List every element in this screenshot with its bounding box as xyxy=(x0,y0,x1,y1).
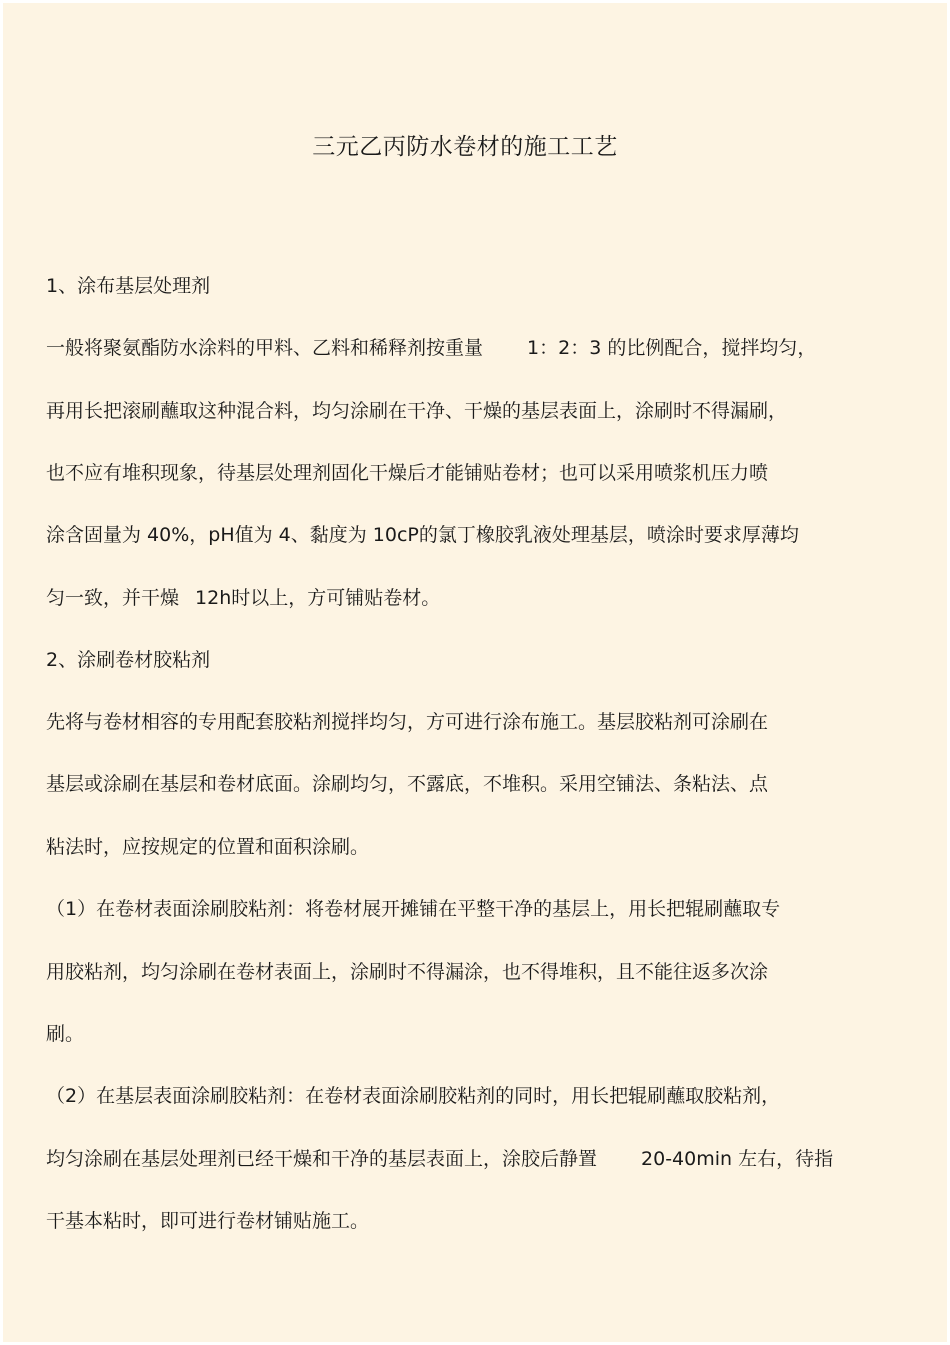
line-text: 刷。 xyxy=(46,1023,85,1045)
paragraph-line xyxy=(46,399,787,423)
paragraph-line xyxy=(46,523,799,547)
section-heading-1 xyxy=(46,274,210,298)
paragraph-line xyxy=(46,586,440,610)
paragraph-line xyxy=(46,1209,369,1233)
paragraph-line xyxy=(46,710,768,734)
paragraph-line xyxy=(46,1147,833,1171)
paragraph-line xyxy=(46,1084,780,1108)
line-text: 一般将聚氨酯防水涂料的甲料、乙料和稀释剂按重量 xyxy=(46,337,484,359)
line-text: 再用长把滚刷蘸取这种混合料，均匀涂刷在干净、干燥的基层表面上，涂刷时不得漏刷， xyxy=(46,400,788,422)
line-text: 12h时以上，方可铺贴卷材。 xyxy=(195,587,441,609)
paragraph-line xyxy=(46,772,768,796)
line-text: 匀一致，并干燥 xyxy=(46,587,180,609)
line-text: 干基本粘时，即可进行卷材铺贴施工。 xyxy=(46,1210,370,1232)
paragraph-line xyxy=(46,336,816,360)
section-heading-2 xyxy=(46,648,210,672)
document-title: 三元乙丙防水卷材的施工工艺 xyxy=(312,134,618,160)
line-text: 用胶粘剂，均匀涂刷在卷材表面上，涂刷时不得漏涂，也不得堆积，且不能往返多次涂 xyxy=(46,961,769,983)
paragraph-line xyxy=(46,960,768,984)
line-text: 20-40min 左右，待指 xyxy=(641,1148,834,1170)
line-text: 1：2：3 的比例配合，搅拌均匀， xyxy=(527,337,817,359)
paragraph-line xyxy=(46,897,780,921)
line-text: 均匀涂刷在基层处理剂已经干燥和干净的基层表面上，涂胶后静置 xyxy=(46,1148,598,1170)
line-text: 基层或涂刷在基层和卷材底面。涂刷均匀，不露底，不堆积。采用空铺法、条粘法、点 xyxy=(46,773,769,795)
paragraph-line xyxy=(46,1022,84,1046)
paragraph-line xyxy=(46,461,768,485)
line-text: 1、涂布基层处理剂 xyxy=(46,275,211,297)
line-text: 也不应有堆积现象，待基层处理剂固化干燥后才能铺贴卷材；也可以采用喷浆机压力喷 xyxy=(46,462,769,484)
line-text: （1）在卷材表面涂刷胶粘剂：将卷材展开摊铺在平整干净的基层上，用长把辊刷蘸取专 xyxy=(46,898,781,920)
line-text: 粘法时，应按规定的位置和面积涂刷。 xyxy=(46,836,370,858)
line-text: 涂含固量为 40%，pH值为 4、黏度为 10cP的氯丁橡胶乳液处理基层，喷涂时要求厚薄均 xyxy=(46,524,799,546)
paragraph-line xyxy=(46,835,369,859)
line-text: 2、涂刷卷材胶粘剂 xyxy=(46,649,211,671)
document-page xyxy=(3,3,947,1342)
line-text: 先将与卷材相容的专用配套胶粘剂搅拌均匀，方可进行涂布施工。基层胶粘剂可涂刷在 xyxy=(46,711,769,733)
line-text: （2）在基层表面涂刷胶粘剂：在卷材表面涂刷胶粘剂的同时，用长把辊刷蘸取胶粘剂， xyxy=(46,1085,781,1107)
